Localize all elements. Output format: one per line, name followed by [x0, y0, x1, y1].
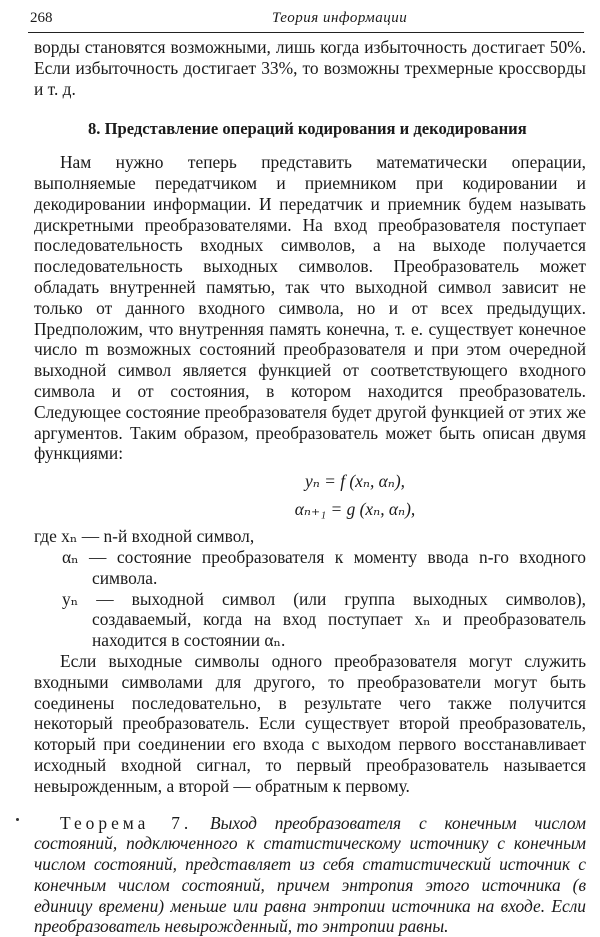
- definition-y: yₙ — выходной символ (или группа выходных символов), создаваемый, когда на вход поступает xₙ и преобразователь находится в состоянии αₙ.: [34, 589, 586, 651]
- theorem-body: Выход преобразователя с конечным числом состояний, подключенного к статистическому источнику с конечным числом состояний, представляет из себя статистический источник с конечным числом состояний, причем энтропия этого источника (в единицу времени) меньше или равна энтропии источника на входе. Если преобразователь невырожденный, то энтропии равны.: [34, 813, 586, 937]
- paragraph-inverse: Если выходные символы одного преобразователя могут служить входными символами для другого, то преобразователи могут быть соединены последовательно, в результате чего также получится некоторый преобразователь. Если существует второй преобразователь, который при соединении его входа с выходом первого восстанавливает исходный входной сигнал, то первый преобразователь называется невырожденным, а второй — обратным к первому.: [34, 651, 586, 797]
- definition-intro: где xₙ — n-й входной символ,: [34, 526, 586, 547]
- running-title: Теория информации: [272, 10, 407, 27]
- definition-alpha: αₙ — состояние преобразователя к моменту ввода n-го входного символа.: [34, 547, 586, 589]
- section-title: 8. Представление операций кодирования и декодирования: [88, 119, 586, 140]
- formula-state: αₙ₊₁ = g (xₙ, αₙ),: [124, 498, 586, 520]
- page-number: 268: [30, 10, 53, 27]
- paragraph-transducers: Нам нужно теперь представить математически операции, выполняемые передатчиком и приемником при кодировании и декодировании информации. И передатчик и приемник будем называть дискретными преобразователями. На вход преобразователя поступает последовательность входных символов, а на выходе получается последовательность выходных символов. Преобразователь может обладать внутренней памятью, так что выходной символ зависит не только от данного входного символа, но и от всех предыдущих. Предположим, что внутренняя память конечна, т. е. существует конечное число m возможных состояний преобразователя и при этом очередной выходной символ является функцией от соответствующего входного символа и от состояния, в котором находится преобразователь. Следующее состояние преобразователя будет другой функцией от этих же аргументов. Таким образом, преобразователь может быть описан двумя функциями:: [34, 152, 586, 464]
- page-body: [34, 37, 586, 937]
- margin-dot: [16, 818, 19, 821]
- page-header: [28, 8, 584, 33]
- theorem-label: Теорема 7.: [60, 813, 192, 833]
- theorem-7: [34, 813, 586, 937]
- formula-output: yₙ = f (xₙ, αₙ),: [124, 470, 586, 492]
- definitions-list: [34, 526, 586, 651]
- carryover-paragraph: ворды становятся возможными, лишь когда избыточность достигает 50%. Если избыточность достигает 33%, то возможны трехмерные кроссворды и т. д.: [34, 37, 586, 99]
